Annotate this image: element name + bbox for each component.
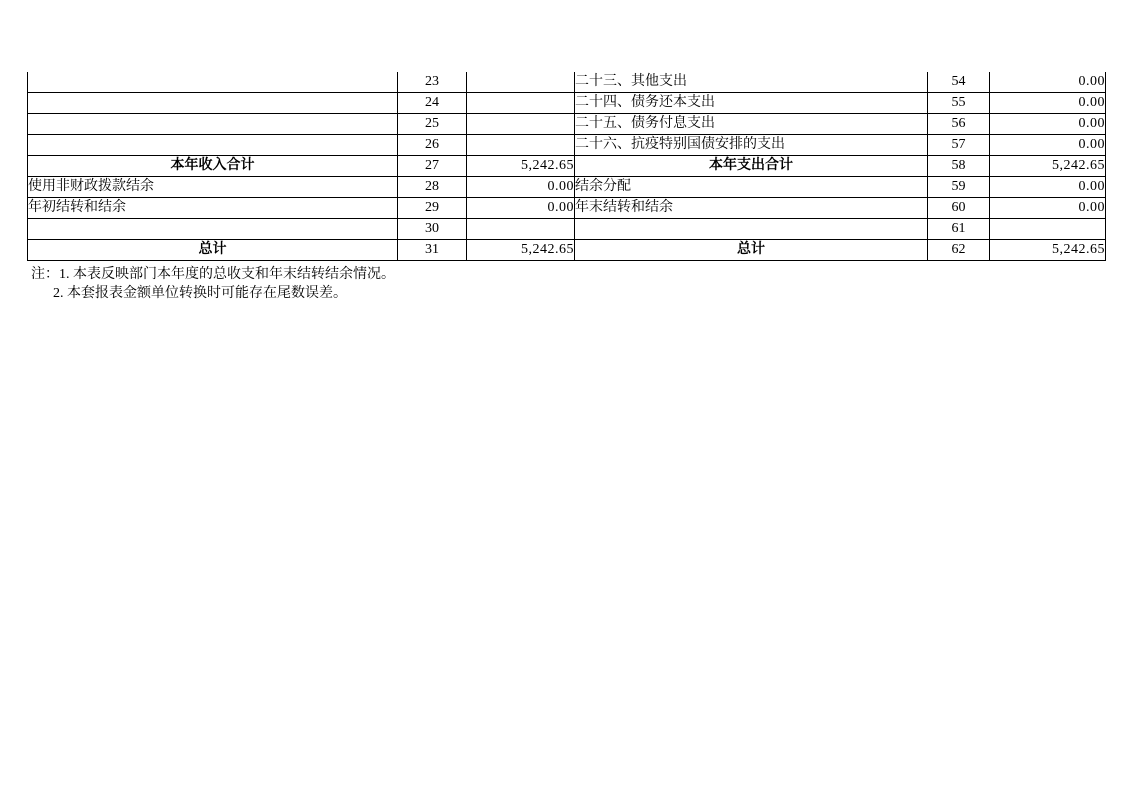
income-amount-cell: 5,242.65 (467, 156, 575, 177)
expense-amount-cell: 0.00 (990, 114, 1106, 135)
expense-item-cell (575, 219, 928, 240)
table-row (28, 135, 1106, 156)
expense-amount-cell: 5,242.65 (990, 240, 1106, 261)
income-line-no-cell: 23 (398, 72, 467, 93)
income-amount-cell (467, 114, 575, 135)
table-row (28, 198, 1106, 219)
expense-line-no-cell: 57 (928, 135, 990, 156)
expense-item-cell: 结余分配 (575, 177, 928, 198)
note-line-2: 2. 本套报表金额单位转换时可能存在尾数误差。 (53, 286, 347, 301)
financial-summary-table (27, 72, 1106, 261)
table-row (28, 156, 1106, 177)
note-line-1: 注：1. 本表反映部门本年度的总收支和年末结转结余情况。 (31, 267, 395, 282)
income-item-cell (28, 135, 398, 156)
expense-item-cell: 二十四、债务还本支出 (575, 93, 928, 114)
income-line-no-cell: 28 (398, 177, 467, 198)
table-row (28, 219, 1106, 240)
expense-item-cell: 二十六、抗疫特别国债安排的支出 (575, 135, 928, 156)
table-notes (31, 265, 395, 303)
expense-line-no-cell: 55 (928, 93, 990, 114)
income-amount-cell (467, 219, 575, 240)
income-item-cell: 年初结转和结余 (28, 198, 398, 219)
expense-item-cell: 总计 (575, 240, 928, 261)
income-item-cell: 总计 (28, 240, 398, 261)
expense-amount-cell: 5,242.65 (990, 156, 1106, 177)
income-item-cell: 使用非财政拨款结余 (28, 177, 398, 198)
income-line-no-cell: 31 (398, 240, 467, 261)
expense-item-cell: 二十五、债务付息支出 (575, 114, 928, 135)
expense-amount-cell: 0.00 (990, 177, 1106, 198)
expense-item-cell: 年末结转和结余 (575, 198, 928, 219)
expense-line-no-cell: 60 (928, 198, 990, 219)
income-line-no-cell: 24 (398, 93, 467, 114)
income-line-no-cell: 26 (398, 135, 467, 156)
table-row (28, 93, 1106, 114)
income-item-cell (28, 114, 398, 135)
expense-amount-cell: 0.00 (990, 198, 1106, 219)
financial-summary-table-body (28, 72, 1106, 261)
income-amount-cell: 0.00 (467, 198, 575, 219)
income-amount-cell: 5,242.65 (467, 240, 575, 261)
income-line-no-cell: 27 (398, 156, 467, 177)
expense-line-no-cell: 58 (928, 156, 990, 177)
table-row (28, 177, 1106, 198)
expense-amount-cell: 0.00 (990, 135, 1106, 156)
expense-item-cell: 本年支出合计 (575, 156, 928, 177)
expense-amount-cell (990, 219, 1106, 240)
income-item-cell: 本年收入合计 (28, 156, 398, 177)
expense-item-cell: 二十三、其他支出 (575, 72, 928, 93)
income-line-no-cell: 25 (398, 114, 467, 135)
income-amount-cell: 0.00 (467, 177, 575, 198)
expense-line-no-cell: 61 (928, 219, 990, 240)
income-amount-cell (467, 93, 575, 114)
expense-line-no-cell: 54 (928, 72, 990, 93)
income-line-no-cell: 30 (398, 219, 467, 240)
income-item-cell (28, 93, 398, 114)
expense-line-no-cell: 62 (928, 240, 990, 261)
table-row (28, 240, 1106, 261)
expense-line-no-cell: 56 (928, 114, 990, 135)
income-item-cell (28, 219, 398, 240)
income-amount-cell (467, 135, 575, 156)
income-item-cell (28, 72, 398, 93)
income-amount-cell (467, 72, 575, 93)
expense-amount-cell: 0.00 (990, 72, 1106, 93)
table-row (28, 114, 1106, 135)
table-row (28, 72, 1106, 93)
expense-line-no-cell: 59 (928, 177, 990, 198)
income-line-no-cell: 29 (398, 198, 467, 219)
expense-amount-cell: 0.00 (990, 93, 1106, 114)
